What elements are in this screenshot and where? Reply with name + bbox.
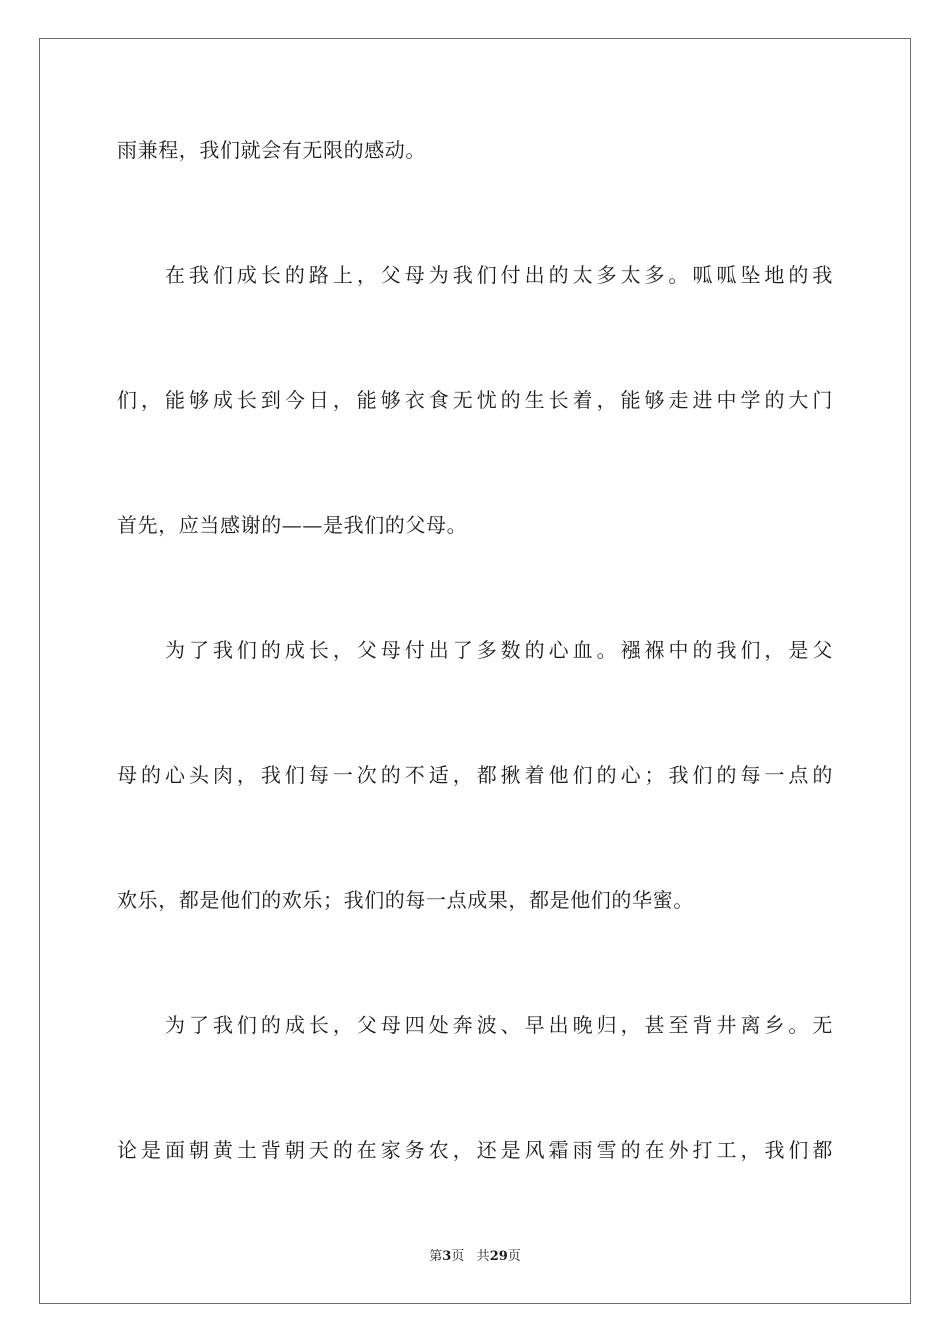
total-prefix: 共 <box>476 1249 490 1264</box>
paragraph-line: 们，能够成长到今日，能够衣食无忧的生长着，能够走进中学的大门 <box>117 388 833 412</box>
paragraph-line: 雨兼程，我们就会有无限的感动。 <box>117 138 426 162</box>
page-number: 3 <box>442 1249 452 1264</box>
paragraph-line: 欢乐，都是他们的欢乐；我们的每一点成果，都是他们的华蜜。 <box>117 888 694 912</box>
page-prefix: 第 <box>429 1249 443 1264</box>
paragraph-line: 为了我们的成长，父母四处奔波、早出晚归，甚至背井离乡。无 <box>165 1013 833 1037</box>
paragraph-line: 论是面朝黄土背朝天的在家务农，还是风霜雨雪的在外打工，我们都 <box>117 1138 833 1162</box>
page-footer <box>0 1249 950 1265</box>
page-suffix: 页 <box>451 1249 465 1264</box>
paragraph-line: 首先，应当感谢的——是我们的父母。 <box>117 513 468 537</box>
paragraph-line: 为了我们的成长，父母付出了多数的心血。襁褓中的我们，是父 <box>165 638 833 662</box>
paragraph-line: 母的心头肉，我们每一次的不适，都揪着他们的心；我们的每一点的 <box>117 763 833 787</box>
page-border <box>39 38 911 1304</box>
page-total: 29 <box>489 1249 508 1264</box>
paragraph-line: 在我们成长的路上，父母为我们付出的太多太多。呱呱坠地的我 <box>165 263 833 287</box>
total-suffix: 页 <box>507 1249 521 1264</box>
